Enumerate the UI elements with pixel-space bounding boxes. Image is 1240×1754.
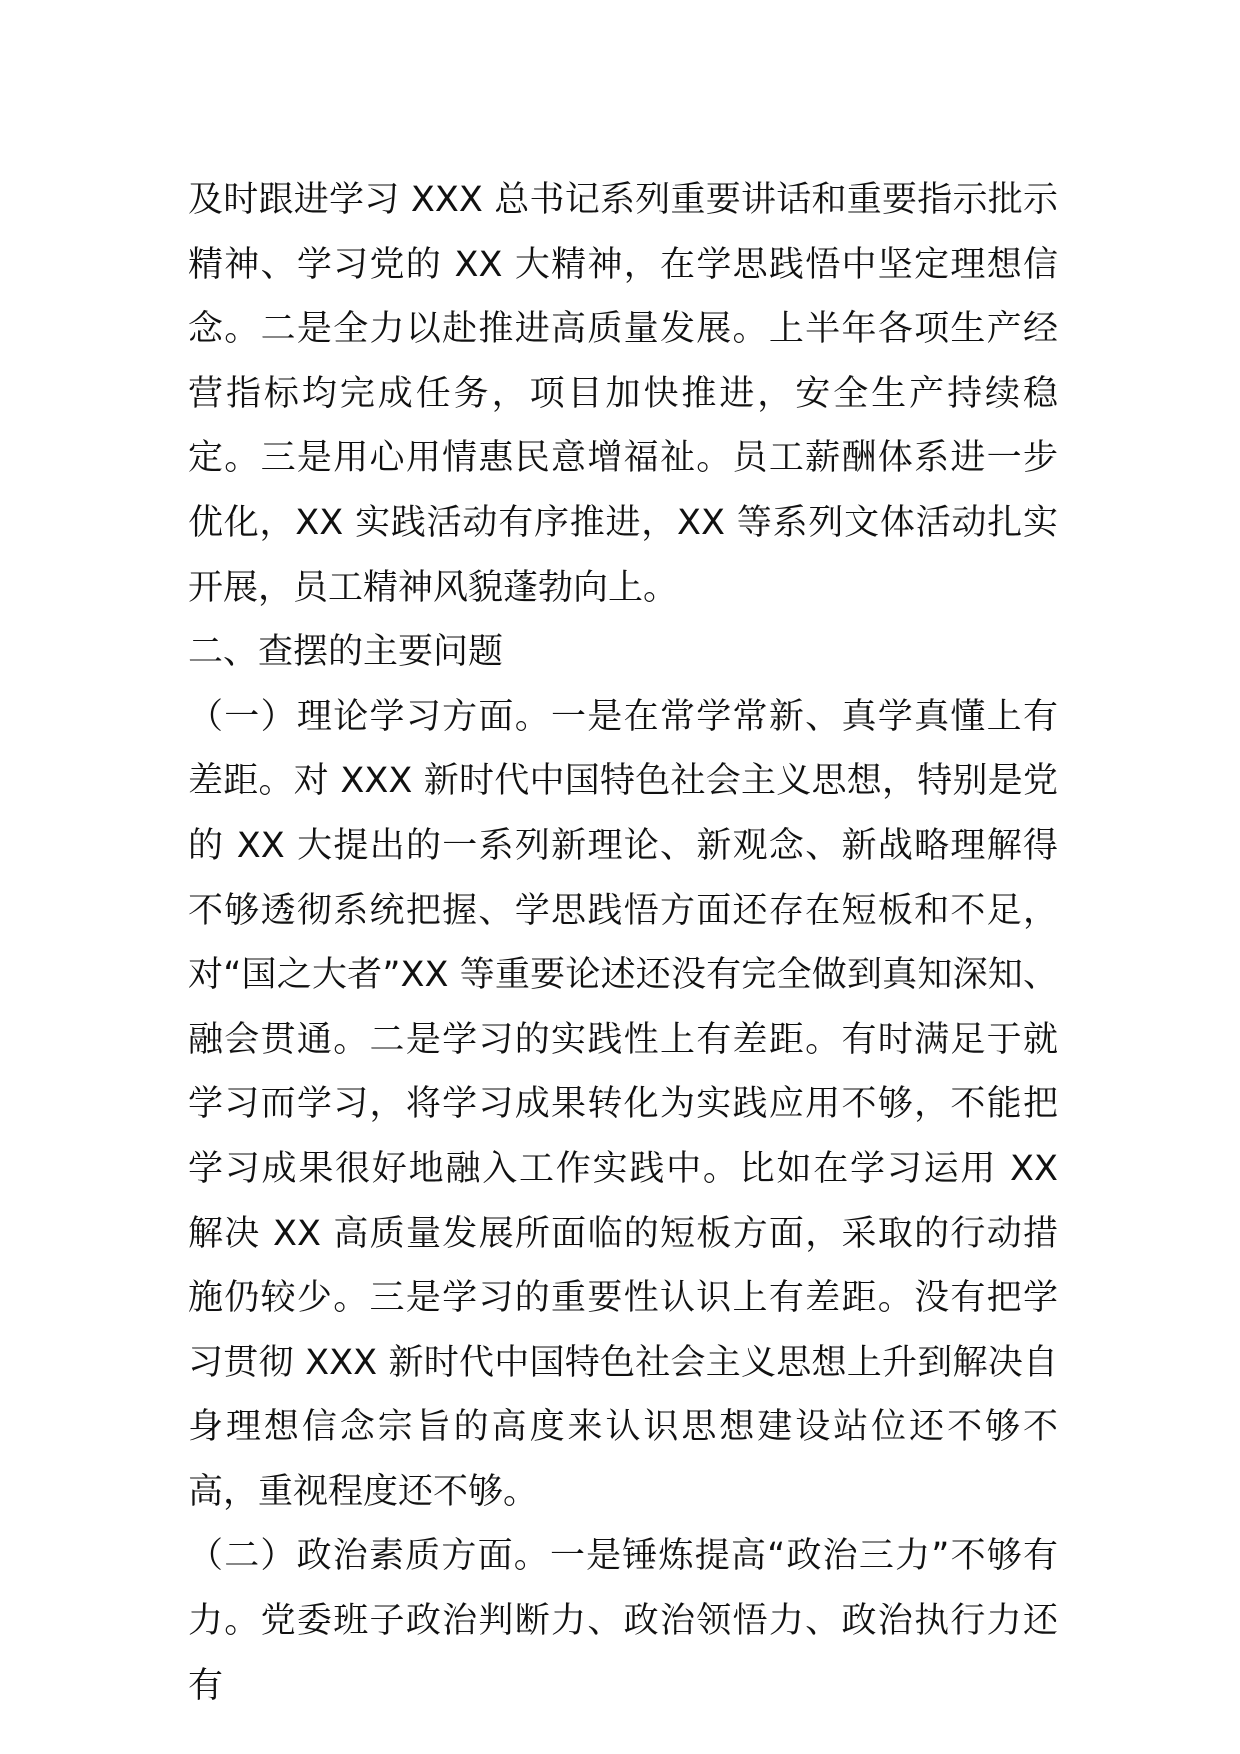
paragraph-political-quality: （二）政治素质方面。一是锤炼提高“政治三力”不够有力。党委班子政治判断力、政治领悟力、政治执行力还有 bbox=[188, 1536, 1058, 1706]
paragraph-theory-study: （一）理论学习方面。一是在常学常新、真学真懂上有差距。对 XXX 新时代中国特色社会主义思想，特别是党的 XX 大提出的一系列新理论、新观念、新战略理解得不够透彻系统把握、学思践悟方面还存在短板和不足，对“国之大者”XX 等重要论述还没有完全做到真知深知、融会贯通。二是学习的实践性上有差距。有时满足于就学习而学习，将学习成果转化为实践应用不够，不能把学习成果很好地融入工作实践中。比如在学习运用 XX 解决 XX 高质量发展所面临的短板方面，采取的行动措施仍较少。三是学习的重要性认识上有差距。没有把学习贯彻 XXX 新时代中国特色社会主义思想上升到解决自身理想信念宗旨的高度来认识思想建设站位还不够不高，重视程度还不够。 bbox=[188, 696, 1058, 1512]
paragraph-achievements: 及时跟进学习 XXX 总书记系列重要讲话和重要指示批示精神、学习党的 XX 大精神，在学思践悟中坚定理想信念。二是全力以赴推进高质量发展。上半年各项生产经营指标均完成任务，项目加快推进，安全生产持续稳定。三是用心用情惠民意增福祉。员工薪酬体系进一步优化，XX 实践活动有序推进，XX 等系列文体活动扎实开展，员工精神风貌蓬勃向上。 bbox=[188, 180, 1058, 608]
document-body bbox=[188, 168, 1058, 1718]
section-heading-main-problems: 二、查摆的主要问题 bbox=[188, 632, 504, 673]
